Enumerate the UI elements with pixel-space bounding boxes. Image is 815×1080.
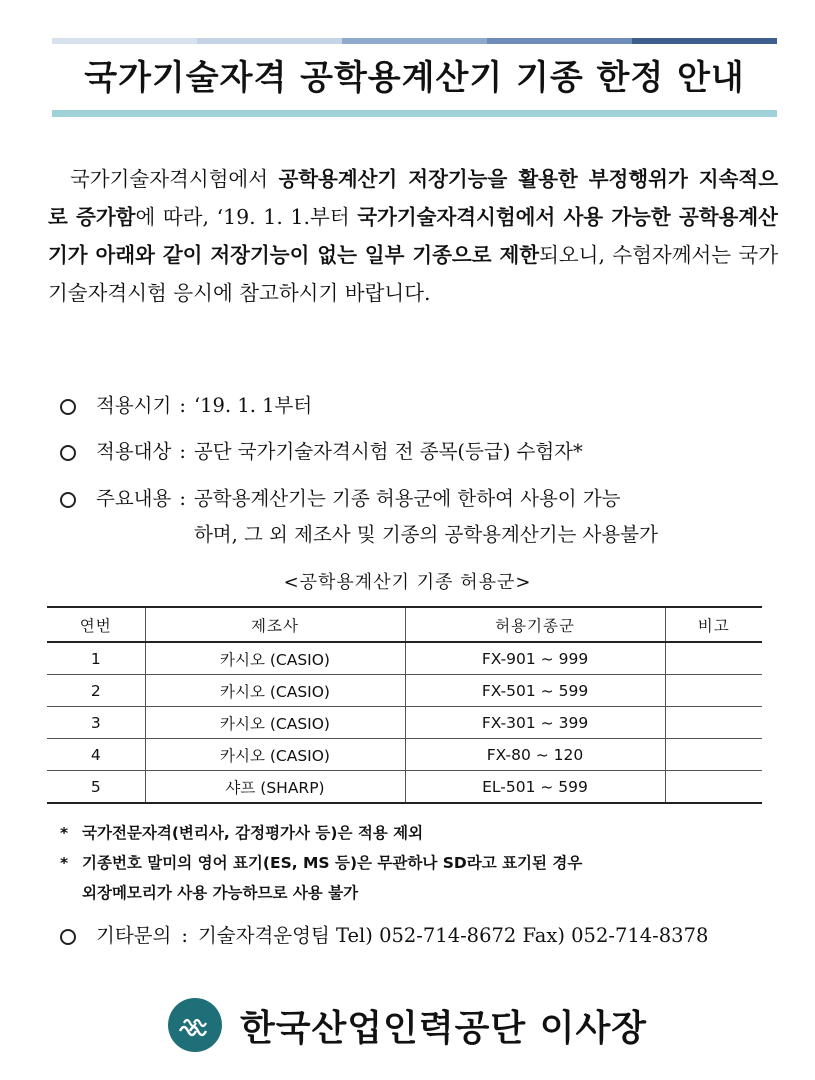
- intro-bold-2: 국가기술자격시험에서 사용 가능한 공학용계산기가 아래와 같이 저장기능이 없는 일부 기종으로 제한: [48, 205, 778, 267]
- footnote-text: 외장메모리가 사용 가능하므로 사용 불가: [82, 884, 359, 902]
- header-remarks: 비고: [665, 607, 762, 642]
- bullet-apply-period: [60, 388, 312, 424]
- contact-line: [60, 918, 708, 954]
- cell-maker: 카시오 (CASIO): [145, 675, 405, 707]
- top-bar-segment-light-2: [197, 38, 342, 44]
- intro-text-1: 국가기술자격시험에서: [70, 167, 279, 191]
- cell-remarks: [665, 675, 762, 707]
- cell-models: FX-901 ~ 999: [405, 642, 665, 675]
- cell-maker: 샤프 (SHARP): [145, 771, 405, 804]
- bullet-colon: :: [179, 394, 186, 417]
- cell-models: FX-301 ~ 399: [405, 707, 665, 739]
- table-row: [47, 642, 762, 675]
- bullet-value: 공단 국가기술자격시험 전 종목(등급) 수험자*: [193, 440, 583, 463]
- cell-remarks: [665, 707, 762, 739]
- issuer-name: 한국산업인력공단 이사장: [239, 1007, 648, 1049]
- footnote-text: 기종번호 말미의 영어 표기(ES, MS 등)은 무관하나 SD라고 표기된 경우: [82, 854, 583, 872]
- logo-wave-icon: [168, 998, 222, 1052]
- cell-models: EL-501 ~ 599: [405, 771, 665, 804]
- cell-maker: 카시오 (CASIO): [145, 707, 405, 739]
- cell-models: FX-80 ~ 120: [405, 739, 665, 771]
- cell-no: 3: [47, 707, 145, 739]
- bullet-value-line-2: 하며, 그 외 제조사 및 기종의 공학용계산기는 사용불가: [193, 523, 658, 546]
- footnote-1: [60, 818, 780, 848]
- bullet-label: 적용대상: [96, 440, 172, 463]
- top-bar-segment-mid: [342, 38, 487, 44]
- bullet-value-line-1: 공학용계산기는 기종 허용군에 한하여 사용이 가능: [193, 487, 621, 510]
- bullet-circle-icon: [60, 399, 76, 415]
- cell-no: 4: [47, 739, 145, 771]
- contact-label: 기타문의: [96, 924, 172, 947]
- intro-text-3: 되오니, 수험자께서는 국가기술자격시험 응시에 참고하시기 바랍니다.: [48, 243, 778, 305]
- bullet-circle-icon: [60, 445, 76, 461]
- cell-remarks: [665, 739, 762, 771]
- top-bar-segment-light: [52, 38, 197, 44]
- intro-paragraph: [48, 160, 778, 312]
- table-header-row: [47, 607, 762, 642]
- intro-text-2: 에 따라, ‘19. 1. 1.부터: [135, 205, 358, 229]
- table-row: [47, 739, 762, 771]
- cell-maker: 카시오 (CASIO): [145, 642, 405, 675]
- table-row: [47, 707, 762, 739]
- bullet-value: ‘19. 1. 1부터: [193, 394, 313, 417]
- header-models: 허용기종군: [405, 607, 665, 642]
- bullet-main-content: [60, 481, 658, 553]
- cell-remarks: [665, 642, 762, 675]
- page-title: 국가기술자격 공학용계산기 기종 한정 안내: [84, 58, 745, 98]
- table-row: [47, 675, 762, 707]
- issuer-footer: [0, 998, 815, 1052]
- bullet-colon: :: [179, 440, 186, 463]
- bullet-circle-icon: [60, 929, 76, 945]
- footnote-star: *: [60, 854, 69, 872]
- footnotes: [60, 818, 780, 908]
- cell-remarks: [665, 771, 762, 804]
- footnote-2-continued: [60, 878, 780, 908]
- header-no: 연번: [47, 607, 145, 642]
- title-top-bar: [52, 38, 777, 44]
- cell-no: 1: [47, 642, 145, 675]
- footnote-text: 국가전문자격(변리사, 감정평가사 등)은 적용 제외: [82, 824, 424, 842]
- footnote-2: [60, 848, 780, 878]
- table-row: [47, 771, 762, 804]
- cell-no: 2: [47, 675, 145, 707]
- top-bar-segment-mid-2: [487, 38, 632, 44]
- bullet-colon: :: [179, 487, 186, 510]
- footnote-star: *: [60, 824, 69, 842]
- cell-no: 5: [47, 771, 145, 804]
- top-bar-segment-dark: [632, 38, 777, 44]
- table-caption: <공학용계산기 기종 허용군>: [283, 572, 532, 593]
- cell-maker: 카시오 (CASIO): [145, 739, 405, 771]
- cell-models: FX-501 ~ 599: [405, 675, 665, 707]
- bullet-label: 적용시기: [96, 394, 172, 417]
- calculator-table: [47, 606, 762, 804]
- bullet-apply-target: [60, 434, 583, 470]
- bullet-value: [194, 481, 658, 553]
- bullet-label: 주요내용: [96, 487, 172, 510]
- hrdkorea-logo-icon: [168, 998, 222, 1052]
- title-underline: [52, 110, 777, 117]
- intro-bold-1: 공학용계산기 저장기능을 활용한 부정행위가 지속적으로 증가함: [48, 167, 778, 229]
- contact-value: 기술자격운영팀 Tel) 052-714-8672 Fax) 052-714-8378: [197, 924, 709, 947]
- header-maker: 제조사: [145, 607, 405, 642]
- bullet-circle-icon: [60, 492, 76, 508]
- contact-colon: :: [181, 924, 188, 947]
